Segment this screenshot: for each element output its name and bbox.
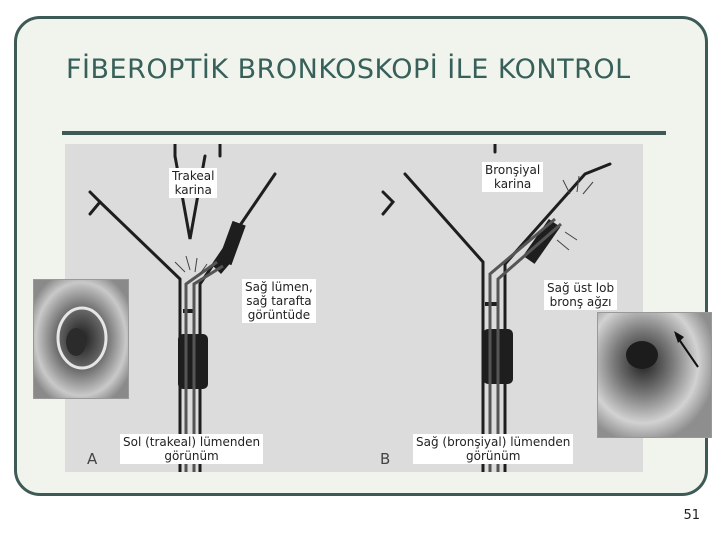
label-sol-trakeal-view: Sol (trakeal) lümenden görünüm: [120, 434, 263, 464]
title-divider: [62, 131, 666, 135]
panel-a-light-rays: [175, 256, 207, 274]
left-endoscopic-photo: [33, 279, 129, 399]
panel-a-tube: [178, 221, 246, 389]
label-bronsiyal-karina: Bronşiyal karina: [482, 162, 543, 192]
right-lumen-image: [598, 313, 711, 437]
label-sag-ust-lob: Sağ üst lob bronş ağzı: [544, 280, 617, 310]
right-endoscopic-photo: [597, 312, 712, 438]
label-sag-lumen: Sağ lümen, sağ tarafta görüntüde: [242, 279, 316, 323]
panel-b-letter: B: [380, 450, 391, 468]
left-lumen-image: [34, 280, 128, 398]
slide-title: FİBEROPTİK BRONKOSKOPİ İLE KONTROL: [66, 54, 631, 85]
page-number: 51: [683, 508, 700, 523]
label-trakeal-karina: Trakeal karina: [169, 168, 217, 198]
bronchoscopy-figure: [65, 144, 643, 472]
panel-a-letter: A: [87, 450, 98, 468]
label-sag-bronsiyal-view: Sağ (bronşiyal) lümenden görünüm: [413, 434, 573, 464]
